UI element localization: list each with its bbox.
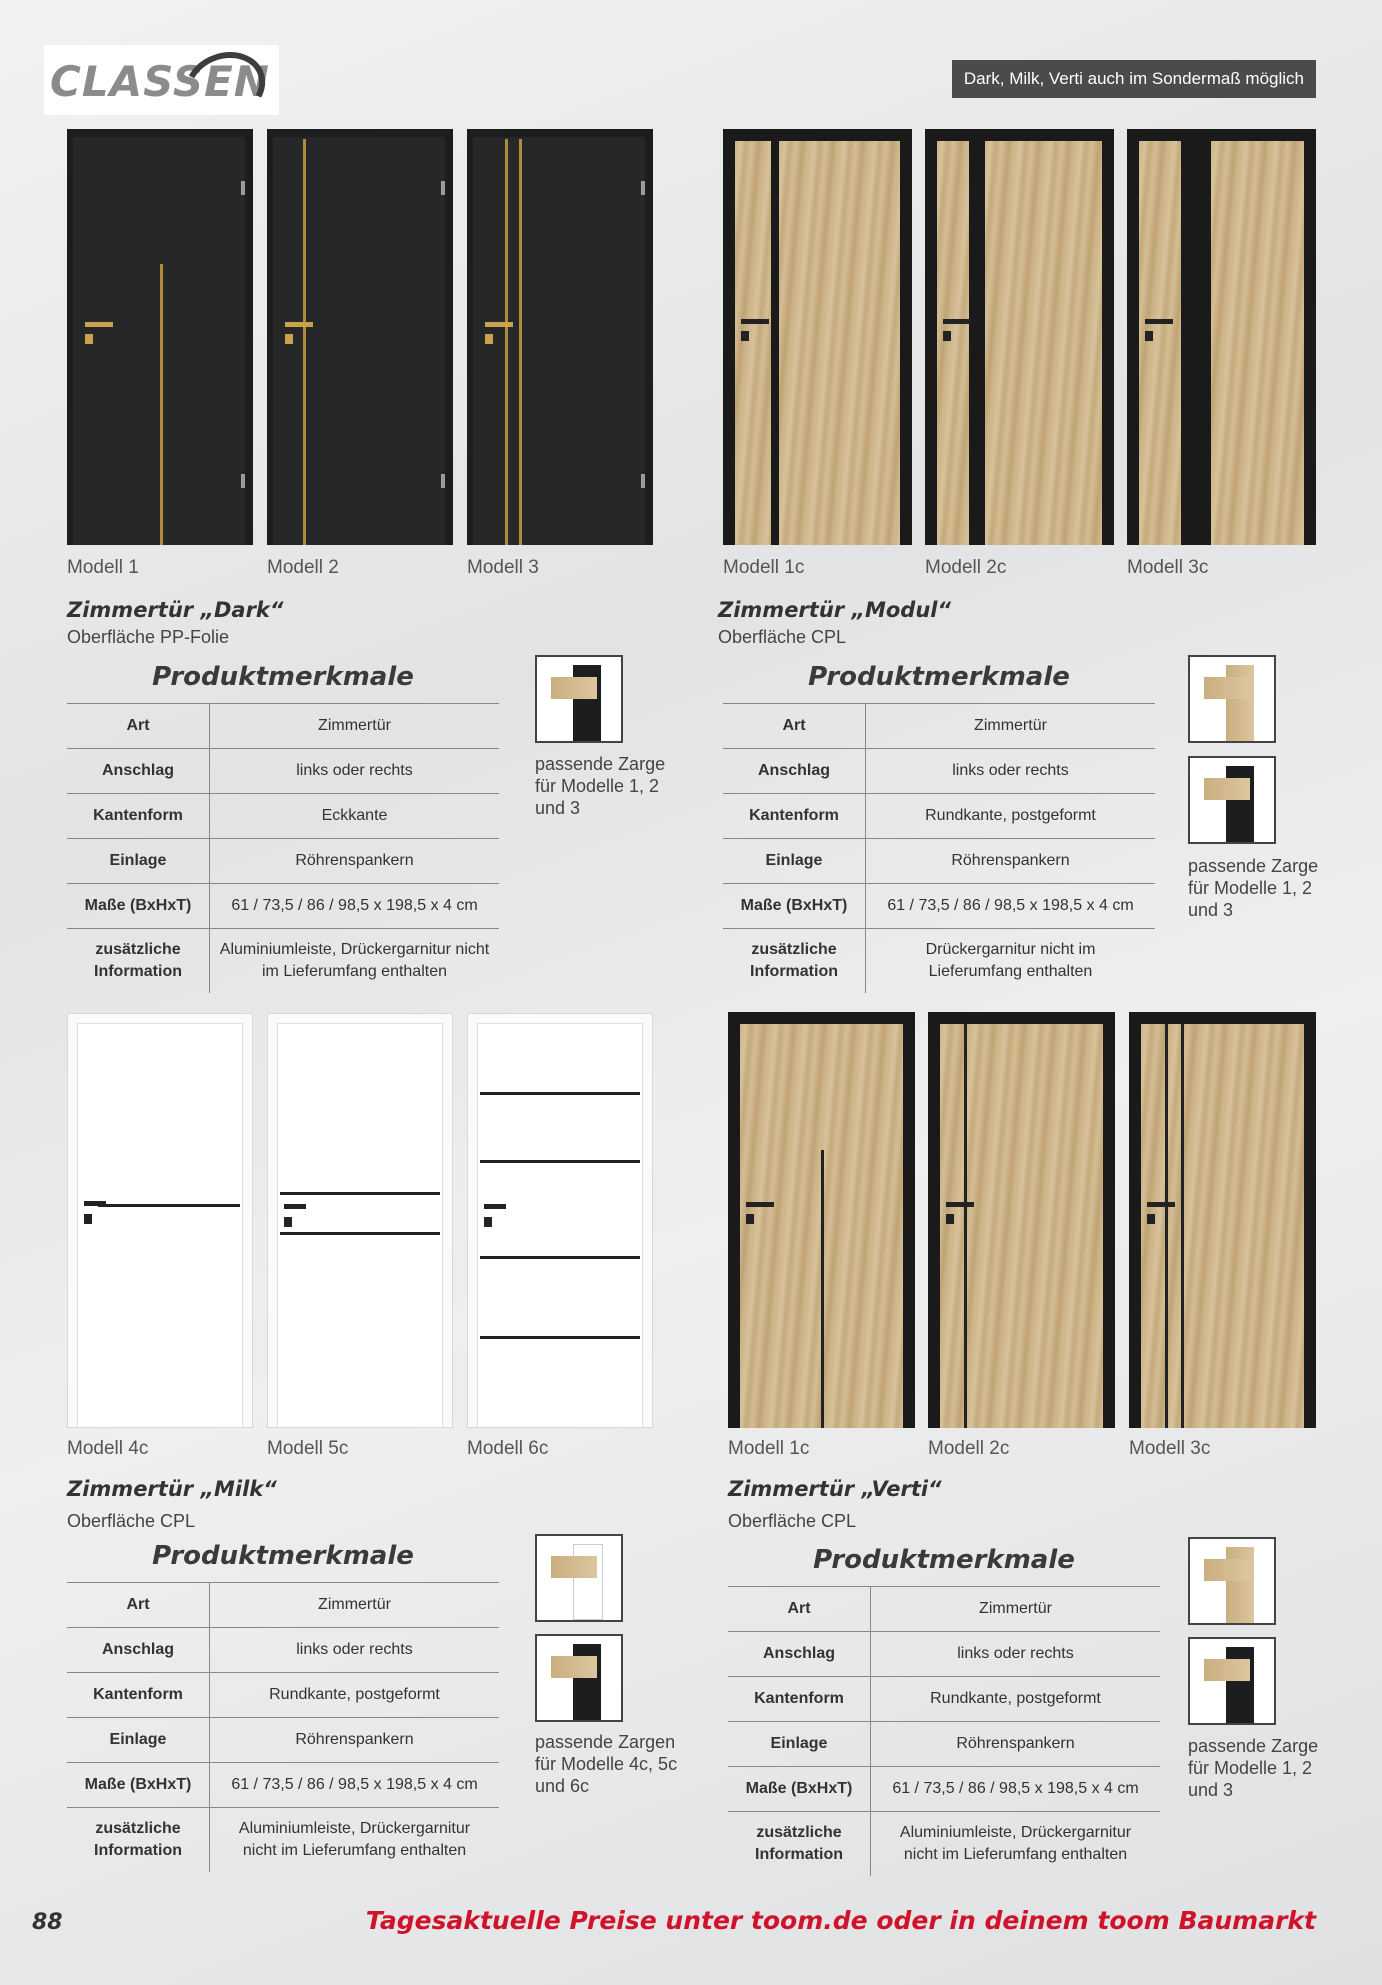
door-image-verti-3c — [1129, 1012, 1316, 1428]
model-caption: Modell 2c — [928, 1438, 1010, 1459]
model-caption: Modell 2c — [925, 557, 1007, 578]
table-row — [67, 1718, 499, 1763]
table-row — [67, 1808, 499, 1873]
spec-value: 61 / 73,5 / 86 / 98,5 x 198,5 x 4 cm — [210, 884, 500, 929]
spec-label: Anschlag — [67, 1628, 210, 1673]
spec-label: zusätzliche Information — [728, 1812, 871, 1877]
product-title-verti: Zimmertür „Verti“ — [728, 1477, 942, 1501]
spec-label: Art — [728, 1587, 871, 1632]
spec-value: Aluminiumleiste, Drückergarnitur nicht im Lieferumfang enthalten — [210, 1808, 500, 1873]
table-row — [67, 1673, 499, 1718]
spec-label: Anschlag — [723, 749, 866, 794]
spec-value: Zimmertür — [210, 704, 500, 749]
spec-table-verti — [728, 1586, 1160, 1876]
logo-swoosh-icon — [175, 41, 275, 132]
table-row — [728, 1587, 1160, 1632]
spec-value: links oder rechts — [871, 1632, 1161, 1677]
product-surface-milk: Oberfläche CPL — [67, 1511, 196, 1531]
spec-value: Rundkante, postgeformt — [210, 1673, 500, 1718]
spec-label: Kantenform — [67, 1673, 210, 1718]
table-row — [728, 1722, 1160, 1767]
model-caption: Modell 1 — [67, 557, 139, 578]
door-image-dark-2 — [267, 129, 453, 545]
spec-value: 61 / 73,5 / 86 / 98,5 x 198,5 x 4 cm — [871, 1767, 1161, 1812]
frame-note-milk: passende Zargen für Modelle 4c, 5c und 6c — [535, 1732, 678, 1796]
frame-note-dark: passende Zarge für Modelle 1, 2 und 3 — [535, 754, 666, 818]
door-image-dark-1 — [67, 129, 253, 545]
spec-label: zusätzliche Information — [67, 1808, 210, 1873]
model-caption: Modell 5c — [267, 1438, 349, 1459]
spec-value: Röhrenspankern — [871, 1722, 1161, 1767]
spec-table-modul — [723, 703, 1155, 993]
door-image-modul-3c — [1127, 129, 1316, 545]
frame-thumbnail-verti-black — [1188, 1637, 1276, 1725]
model-caption: Modell 3 — [467, 557, 539, 578]
table-row — [723, 929, 1155, 994]
spec-value: Röhrenspankern — [866, 839, 1156, 884]
frame-thumbnail-milk-black — [535, 1634, 623, 1722]
table-row — [67, 929, 499, 994]
table-row — [67, 794, 499, 839]
frame-thumbnail-modul-wood — [1188, 655, 1276, 743]
features-heading: Produktmerkmale — [152, 662, 414, 692]
table-row — [723, 839, 1155, 884]
model-caption: Modell 1c — [723, 557, 805, 578]
features-heading: Produktmerkmale — [152, 1541, 414, 1571]
frame-note-verti: passende Zarge für Modelle 1, 2 und 3 — [1188, 1736, 1319, 1800]
spec-value: Rundkante, postgeformt — [871, 1677, 1161, 1722]
spec-label: Art — [67, 1583, 210, 1628]
features-heading: Produktmerkmale — [808, 662, 1070, 692]
spec-label: Einlage — [723, 839, 866, 884]
door-image-verti-1c — [728, 1012, 915, 1428]
spec-label: zusätzliche Information — [67, 929, 210, 994]
model-caption: Modell 4c — [67, 1438, 149, 1459]
product-title-milk: Zimmertür „Milk“ — [67, 1477, 277, 1501]
spec-value: Aluminiumleiste, Drückergarnitur nicht im Lieferumfang enthalten — [210, 929, 500, 994]
model-caption: Modell 6c — [467, 1438, 549, 1459]
table-row — [728, 1812, 1160, 1877]
spec-label: Kantenform — [728, 1677, 871, 1722]
spec-label: Maße (BxHxT) — [67, 884, 210, 929]
product-surface-verti: Oberfläche CPL — [728, 1511, 857, 1531]
table-row — [67, 1583, 499, 1628]
model-caption: Modell 2 — [267, 557, 339, 578]
product-surface-dark: Oberfläche PP-Folie — [67, 627, 230, 647]
door-image-milk-4c — [67, 1013, 253, 1428]
spec-value: Aluminiumleiste, Drückergarnitur nicht im Lieferumfang enthalten — [871, 1812, 1161, 1877]
door-image-modul-2c — [925, 129, 1114, 545]
features-heading: Produktmerkmale — [813, 1545, 1075, 1575]
special-size-notice: Dark, Milk, Verti auch im Sondermaß möglich — [952, 60, 1316, 98]
table-row — [67, 839, 499, 884]
frame-note-modul: passende Zarge für Modelle 1, 2 und 3 — [1188, 856, 1319, 920]
table-row — [67, 1763, 499, 1808]
frame-thumbnail-modul-black — [1188, 756, 1276, 844]
spec-label: Kantenform — [67, 794, 210, 839]
spec-label: Anschlag — [728, 1632, 871, 1677]
footer-price-note: Tagesaktuelle Preise unter toom.de oder in deinem toom Baumarkt — [365, 1906, 1316, 1935]
spec-label: Maße (BxHxT) — [67, 1763, 210, 1808]
frame-thumbnail-milk-white — [535, 1534, 623, 1622]
spec-table-dark — [67, 703, 499, 993]
spec-label: Maße (BxHxT) — [723, 884, 866, 929]
door-image-dark-3 — [467, 129, 653, 545]
product-title-modul: Zimmertür „Modul“ — [718, 598, 951, 622]
spec-label: Anschlag — [67, 749, 210, 794]
spec-label: Kantenform — [723, 794, 866, 839]
door-image-modul-1c — [723, 129, 912, 545]
spec-label: Einlage — [728, 1722, 871, 1767]
brand-logo — [44, 45, 279, 115]
table-row — [728, 1677, 1160, 1722]
spec-value: links oder rechts — [210, 749, 500, 794]
page-number: 88 — [32, 1910, 63, 1935]
spec-value: Röhrenspankern — [210, 839, 500, 884]
door-image-milk-6c — [467, 1013, 653, 1428]
table-row — [723, 794, 1155, 839]
spec-label: Art — [67, 704, 210, 749]
table-row — [728, 1767, 1160, 1812]
spec-value: Zimmertür — [210, 1583, 500, 1628]
spec-label: Maße (BxHxT) — [728, 1767, 871, 1812]
table-row — [723, 884, 1155, 929]
spec-table-milk — [67, 1582, 499, 1872]
spec-value: Röhrenspankern — [210, 1718, 500, 1763]
spec-value: 61 / 73,5 / 86 / 98,5 x 198,5 x 4 cm — [210, 1763, 500, 1808]
table-row — [723, 704, 1155, 749]
frame-thumbnail-dark — [535, 655, 623, 743]
spec-label: zusätzliche Information — [723, 929, 866, 994]
spec-label: Einlage — [67, 839, 210, 884]
spec-value: 61 / 73,5 / 86 / 98,5 x 198,5 x 4 cm — [866, 884, 1156, 929]
spec-value: Zimmertür — [866, 704, 1156, 749]
door-image-verti-2c — [928, 1012, 1115, 1428]
spec-label: Art — [723, 704, 866, 749]
spec-value: links oder rechts — [866, 749, 1156, 794]
spec-value: Drückergarnitur nicht im Lieferumfang enthalten — [866, 929, 1156, 994]
spec-value: links oder rechts — [210, 1628, 500, 1673]
frame-thumbnail-verti-wood — [1188, 1537, 1276, 1625]
table-row — [67, 749, 499, 794]
product-surface-modul: Oberfläche CPL — [718, 627, 847, 647]
model-caption: Modell 1c — [728, 1438, 810, 1459]
table-row — [67, 704, 499, 749]
door-image-milk-5c — [267, 1013, 453, 1428]
spec-label: Einlage — [67, 1718, 210, 1763]
spec-value: Zimmertür — [871, 1587, 1161, 1632]
table-row — [728, 1632, 1160, 1677]
model-caption: Modell 3c — [1127, 557, 1209, 578]
product-title-dark: Zimmertür „Dark“ — [67, 598, 284, 622]
logo-wordmark: CLASSEN — [50, 57, 270, 106]
spec-value: Rundkante, postgeformt — [866, 794, 1156, 839]
table-row — [67, 884, 499, 929]
spec-value: Eckkante — [210, 794, 500, 839]
table-row — [67, 1628, 499, 1673]
table-row — [723, 749, 1155, 794]
model-caption: Modell 3c — [1129, 1438, 1211, 1459]
